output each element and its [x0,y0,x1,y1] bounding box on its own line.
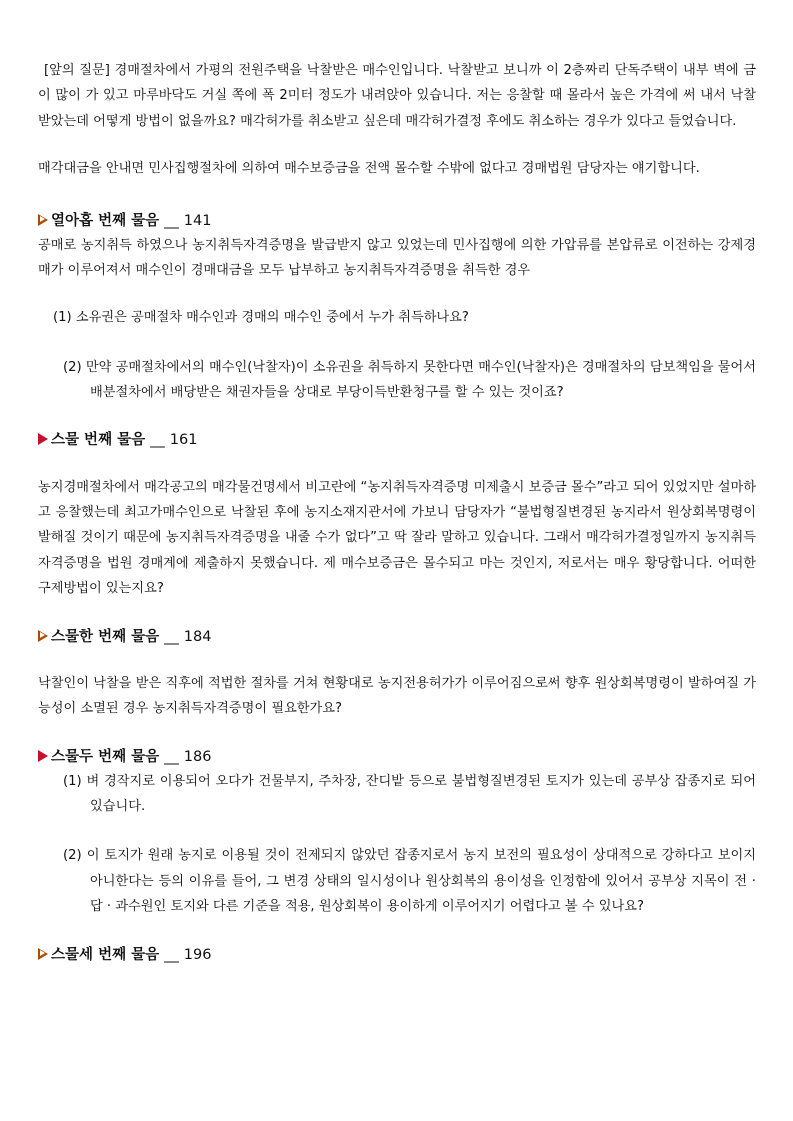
section-heading-19 [38,210,756,232]
section-dash: __ [150,431,165,448]
intro-paragraph-1: [앞의 질문] 경매절차에서 가평의 전원주택을 낙찰받은 매수인입니다. 낙찰받고 보니까 이 2층짜리 단독주택이 내부 벽에 금이 많이 가 있고 마루바닥도 거실 쪽에 폭 2미터 정도가 내려앉아 있습니다. 저는 응찰할 때 몰라서 높은 가격에 써 내서 낙찰받았는데 어떻게 방법이 없을까요? 매각허가를 취소받고 싶은데 매각허가결정 후에도 취소하는 경우가 있다고 들었습니다. [38,63,756,129]
section-dash: __ [164,946,179,963]
section-title: 스물한 번째 물음 [51,628,160,645]
section-heading-22 [38,746,756,768]
outline-triangle-icon [38,214,48,226]
section-page-number: 184 [183,628,212,645]
document-page [38,58,756,966]
section-dash: __ [164,628,179,645]
solid-triangle-icon [38,750,48,762]
section-title: 열아홉 번째 물음 [51,212,160,229]
section-heading-21 [38,626,756,648]
section-19-body: 공매로 농지취득 하였으나 농지취득자격증명을 발급받지 않고 있었는데 민사집행에 의한 가압류를 본압류로 이전하는 강제경매가 이루어져서 매수인이 경매대금을 모두 납부하고 농지취득자격증명을 취득한 경우 [38,237,756,279]
outline-triangle-icon [38,630,48,642]
section-22-item-1: (1) 벼 경작지로 이용되어 오다가 건물부지, 주차장, 잔디밭 등으로 불법형질변경된 토지가 있는데 공부상 잡종지로 되어 있습니다. [63,773,756,814]
section-19-item-1: (1) 소유권은 공매절차 매수인과 경매의 매수인 중에서 누가 취득하나요? [53,310,469,326]
section-title: 스물 번째 물음 [51,431,146,448]
section-dash: __ [164,212,179,229]
section-page-number: 196 [183,946,212,963]
outline-triangle-icon [38,948,48,960]
section-20-body: 농지경매절차에서 매각공고의 매각물건명세서 비고란에 “농지취득자격증명 미제출시 보증금 몰수”라고 되어 있었지만 설마하고 응찰했는데 최고가매수인으로 낙찰된 후에 농지소재지관서에 가보니 담당자가 “불법형질변경된 농지라서 원상회복명령이 발해질 것이기 때문에 농지취득자격증명을 내줄 수가 없다”고 딱 잘라 말하고 있습니다. 그래서 매각허가결정일까지 농지취득자격증명을 법원 경매계에 제출하지 못했습니다. 제 매수보증금은 몰수되고 마는 것인지, 저로서는 매우 황당합니다. 어떠한 구제방법이 있는지요? [38,479,757,597]
section-title: 스물세 번째 물음 [51,946,160,963]
intro-paragraph-2: 매각대금을 안내면 민사집행절차에 의하여 매수보증금을 전액 몰수할 수밖에 없다고 경매법원 담당자는 얘기합니다. [38,161,700,177]
solid-triangle-icon [38,433,48,445]
section-19-item-2: (2) 만약 공매절차에서의 매수인(낙찰자)이 소유권을 취득하지 못한다면 매수인(낙찰자)은 경매절차의 담보책임을 물어서 배분절차에서 배당받은 채권자들을 상대로 부당이득반환청구를 할 수 있는 것이죠? [63,359,756,401]
section-dash: __ [164,748,179,765]
section-page-number: 186 [183,748,212,765]
section-heading-23 [38,944,756,966]
section-21-body: 낙찰인이 낙찰을 받은 직후에 적법한 절차를 거쳐 현황대로 농지전용허가가 이루어짐으로써 향후 원상회복명령이 발하여질 가능성이 소멸된 경우 농지취득자격증명이 필요한가요? [38,675,756,717]
section-title: 스물두 번째 물음 [51,748,160,765]
section-page-number: 141 [183,212,212,229]
section-heading-20 [38,429,756,451]
section-page-number: 161 [169,431,198,448]
section-22-item-2: (2) 이 토지가 원래 농지로 이용될 것이 전제되지 않았던 잡종지로서 농지 보전의 필요성이 상대적으로 강하다고 보이지 아니한다는 등의 이유를 들어, 그 변경 상태의 일시성이나 원상회복의 용이성을 인정함에 있어서 공부상 지목이 전 · 답 · 과수원인 토지와 다른 기준을 적용, 원상회복이 용이하게 이루어지기 어렵다고 볼 수 있나요? [63,848,756,915]
